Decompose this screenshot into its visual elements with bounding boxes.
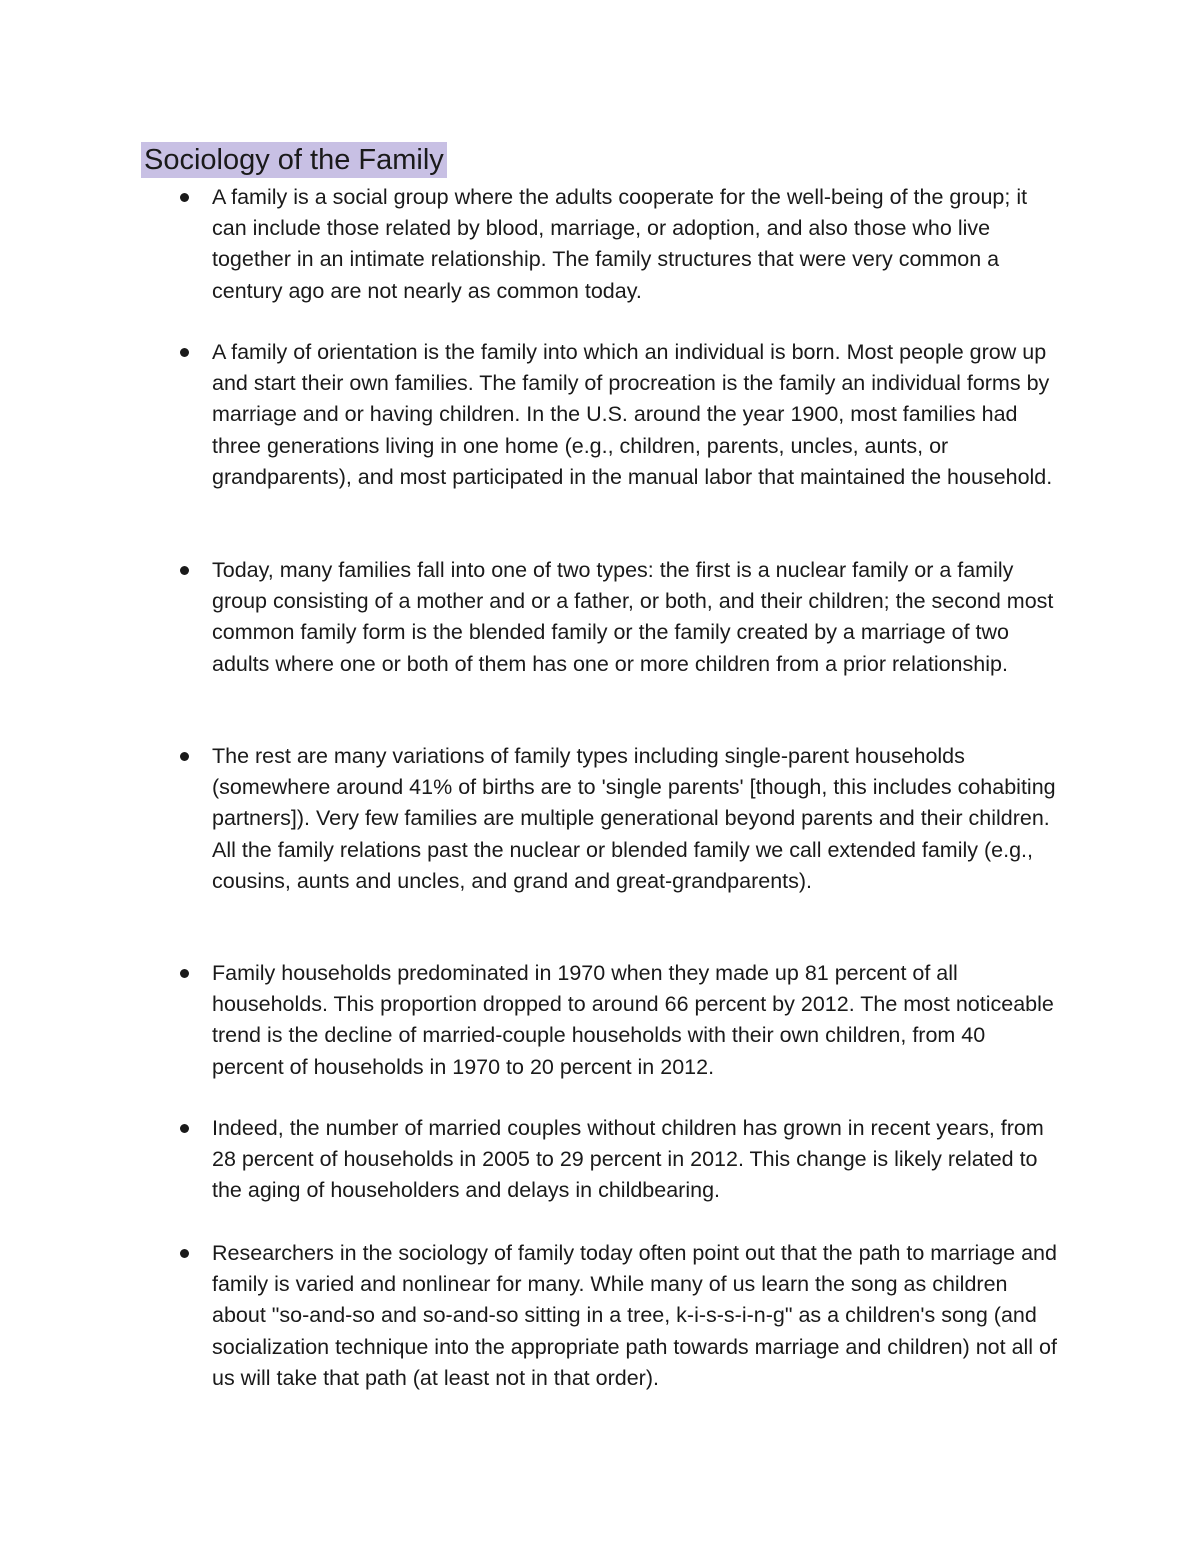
bullet-text: A family of orientation is the family into which an individual is born. Most people grow up and start their own families. The family of procreation is the family an individual forms by marriage and or having children. In the U.S. around the year 1900, most families had three generations living in one home (e.g., children, parents, uncles, aunts, or grandparents), and most participated in the manual labor that maintained the household. — [212, 340, 1053, 489]
bullet-text: The rest are many variations of family types including single-parent households (somewhere around 41% of births are to 'single parents' [though, this includes cohabiting partners]). Very few families are multiple generational beyond parents and their children. All the family relations past the nuclear or blended family we call extended family (e.g., cousins, aunts and uncles, and grand and great-grandparents). — [212, 744, 1056, 893]
bullet-icon — [180, 1124, 189, 1133]
bullet-icon — [180, 193, 189, 202]
bullet-text: A family is a social group where the adults cooperate for the well-being of the group; it can include those related by blood, marriage, or adoption, and also those who live together in an intimate relationship. The family structures that were very common a century ago are not nearly as common today. — [212, 185, 1028, 303]
bullet-icon — [180, 1249, 189, 1258]
bullet-text: Indeed, the number of married couples without children has grown in recent years, from 28 percent of households in 2005 to 29 percent in 2012. This change is likely related to the aging of householders and delays in childbearing. — [212, 1116, 1044, 1203]
bullet-text: Researchers in the sociology of family today often point out that the path to marriage and family is varied and nonlinear for many. While many of us learn the song as children about "so-and-so and so-and-so sitting in a tree, k-i-s-s-i-n-g" as a children's song (and socialization technique into the appropriate path towards marriage and children) not all of us will take that path (at least not in that order). — [212, 1241, 1057, 1390]
bullet-text: Family households predominated in 1970 when they made up 81 percent of all households. This proportion dropped to around 66 percent by 2012. The most noticeable trend is the decline of married-couple households with their own children, from 40 percent of households in 1970 to 20 percent in 2012. — [212, 961, 1054, 1079]
document-title: Sociology of the Family — [141, 142, 447, 178]
bullet-icon — [180, 348, 189, 357]
bullet-icon — [180, 752, 189, 761]
bullet-icon — [180, 969, 189, 978]
bullet-icon — [180, 566, 189, 575]
bullet-text: Today, many families fall into one of two types: the first is a nuclear family or a family group consisting of a mother and or a father, or both, and their children; the second most common family form is the blended family or the family created by a marriage of two adults where one or both of them has one or more children from a prior relationship. — [212, 558, 1054, 676]
